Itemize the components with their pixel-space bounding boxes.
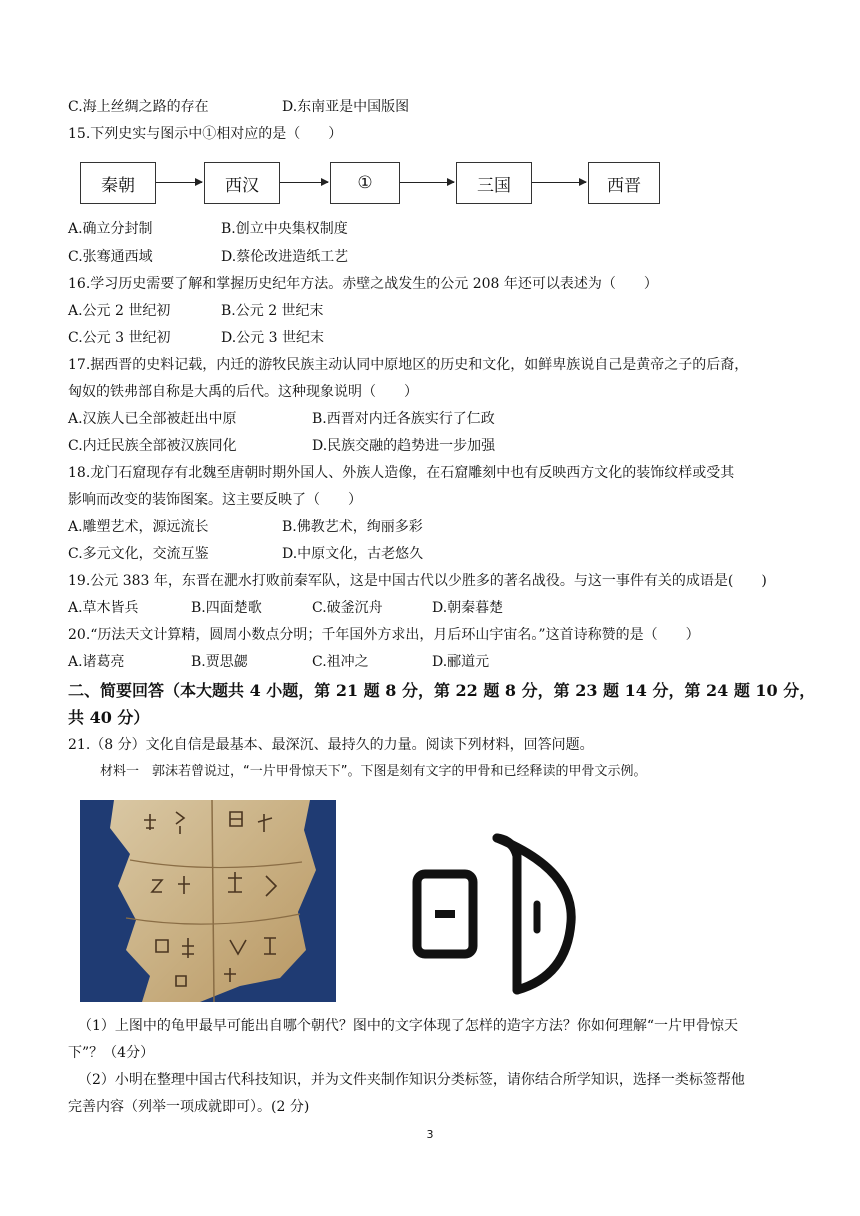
section2-heading-line1: 二、简要回答（本大题共 4 小题，第 21 题 8 分，第 22 题 8 分，第 23 题 14 分，第 24 题 10 分， (68, 681, 816, 700)
q17-stem-line2: 匈奴的铁弗部自称是大禹的后代。这种现象说明（ ） (68, 384, 418, 400)
dynasty-timeline (80, 160, 670, 210)
timeline-arrow (400, 182, 454, 183)
timeline-arrow (280, 182, 328, 183)
q20-option-a: A.诸葛亮 (68, 654, 125, 670)
timeline-arrow (156, 182, 202, 183)
q16-option-a: A.公元 2 世纪初 (68, 303, 171, 319)
q15-stem: 15.下列史实与图示中①相对应的是（ ） (68, 126, 343, 142)
q21-sub1-line2: 下”？（4分） (68, 1045, 155, 1061)
q14-option-d: D.东南亚是中国版图 (282, 99, 410, 115)
q17-option-b: B.西晋对内迁各族实行了仁政 (312, 411, 495, 427)
turtle-shell-icon (80, 800, 336, 1002)
q15-option-c: C.张骞通西域 (68, 249, 153, 265)
timeline-box-blank: ① (330, 162, 400, 204)
q19-stem: 19.公元 383 年，东晋在淝水打败前秦军队，这是中国古代以少胜多的著名战役。与这一事件有关的成语是( ) (68, 573, 767, 589)
q15-option-a: A.确立分封制 (68, 221, 153, 237)
timeline-box-western-han: 西汉 (204, 162, 280, 204)
q19-option-d: D.朝秦暮楚 (432, 600, 504, 616)
q20-option-c: C.祖冲之 (312, 654, 369, 670)
q16-option-c: C.公元 3 世纪初 (68, 330, 171, 346)
q15-option-d: D.蔡伦改进造纸工艺 (221, 249, 349, 265)
q18-stem-line2: 影响而改变的装饰图案。这主要反映了（ ） (68, 492, 362, 508)
oracle-bone-image (80, 800, 336, 1002)
q17-option-a: A.汉族人已全部被赶出中原 (68, 411, 237, 427)
q16-option-b: B.公元 2 世纪末 (221, 303, 324, 319)
q18-option-c: C.多元文化，交流互鉴 (68, 546, 209, 562)
section2-heading-line2: 共 40 分） (68, 708, 150, 727)
timeline-box-three-kingdoms: 三国 (456, 162, 532, 204)
q16-stem: 16.学习历史需要了解和掌握历史纪年方法。赤壁之战发生的公元 208 年还可以表述为（ ） (68, 276, 658, 292)
q18-option-d: D.中原文化，古老悠久 (282, 546, 424, 562)
oracle-script-ming-glyph (405, 830, 585, 1014)
q17-option-c: C.内迁民族全部被汉族同化 (68, 438, 237, 454)
timeline-box-qin: 秦朝 (80, 162, 156, 204)
timeline-arrow (532, 182, 586, 183)
q20-option-b: B.贾思勰 (191, 654, 248, 670)
q15-option-b: B.创立中央集权制度 (221, 221, 348, 237)
q21-sub1-line1: （1）上图中的龟甲最早可能出自哪个朝代？图中的文字体现了怎样的造字方法？你如何理解“一片甲骨惊天 (78, 1018, 739, 1034)
q19-option-b: B.四面楚歌 (191, 600, 262, 616)
q17-option-d: D.民族交融的趋势进一步加强 (312, 438, 496, 454)
q18-option-b: B.佛教艺术，绚丽多彩 (282, 519, 423, 535)
q17-stem-line1: 17.据西晋的史料记载，内迁的游牧民族主动认同中原地区的历史和文化，如鲜卑族说自己是黄帝之子的后裔， (68, 357, 749, 373)
q21-stem: 21.（8 分）文化自信是最基本、最深沉、最持久的力量。阅读下列材料，回答问题。 (68, 737, 594, 753)
timeline-box-western-jin: 西晋 (588, 162, 660, 204)
page-number: 3 (426, 1128, 434, 1141)
q18-option-a: A.雕塑艺术，源远流长 (68, 519, 209, 535)
q21-sub2-line2: 完善内容（列举一项成就即可）。(2 分) (68, 1099, 310, 1115)
q19-option-a: A.草木皆兵 (68, 600, 139, 616)
q21-material1: 材料一 郭沫若曾说过，“一片甲骨惊天下”。下图是刻有文字的甲骨和已经释读的甲骨文示例。 (100, 764, 647, 779)
q20-option-d: D.郦道元 (432, 654, 490, 670)
q14-option-c: C.海上丝绸之路的存在 (68, 99, 209, 115)
q18-stem-line1: 18.龙门石窟现存有北魏至唐朝时期外国人、外族人造像，在石窟雕刻中也有反映西方文化的装饰纹样或受其 (68, 465, 735, 481)
q21-sub2-line1: （2）小明在整理中国古代科技知识，并为文件夹制作知识分类标签，请你结合所学知识，选择一类标签帮他 (78, 1072, 745, 1088)
q20-stem: 20.“历法天文计算精，圆周小数点分明；千年国外方求出，月后环山宇宙名。”这首诗称赞的是（ ） (68, 627, 700, 643)
q19-option-c: C.破釜沉舟 (312, 600, 383, 616)
q16-option-d: D.公元 3 世纪末 (221, 330, 324, 346)
